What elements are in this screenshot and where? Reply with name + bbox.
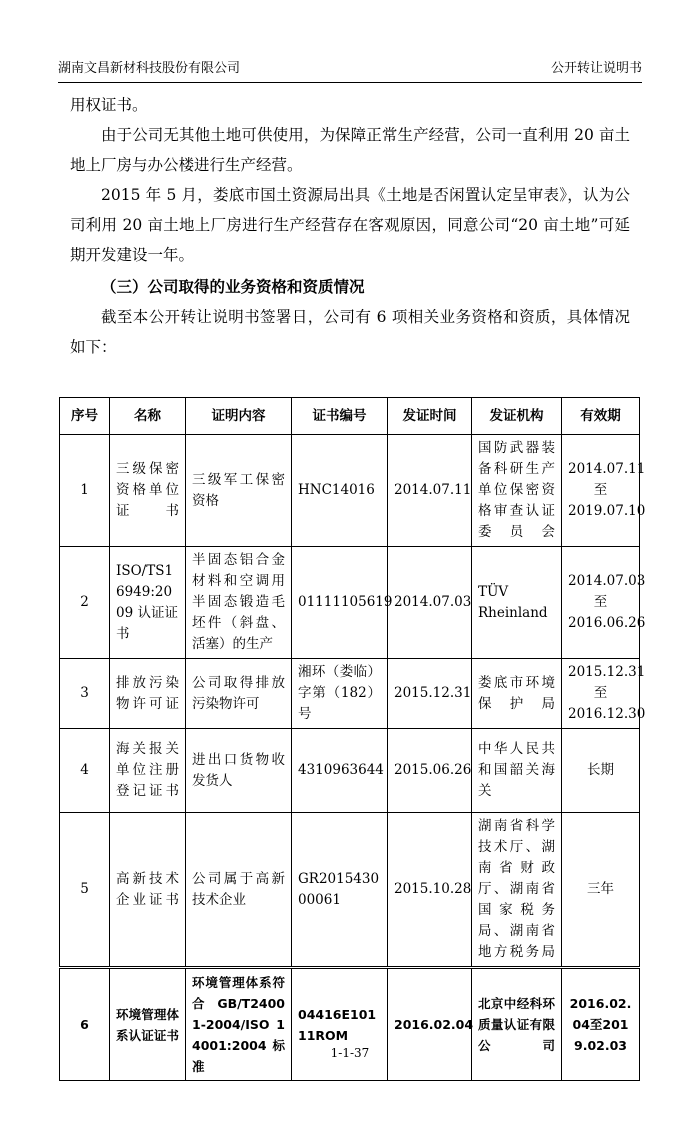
- header-company: 湖南文昌新材科技股份有限公司: [58, 61, 241, 76]
- cell-issue-date: 2014.07.03: [388, 547, 472, 659]
- cell-index: 4: [60, 729, 110, 813]
- cell-validity: 2015.12.31 至 2016.12.30: [562, 659, 640, 729]
- table-row: [60, 659, 640, 729]
- cell-issue-date: 2015.12.31: [388, 659, 472, 729]
- cell-content: 公司取得排放污染物许可: [186, 659, 292, 729]
- cell-validity: 2016.02.04至2019.02.03: [562, 968, 640, 1081]
- cell-issuer: 湖南省科学技术厅、湖南省财政厅、湖南省国家税务局、湖南省地方税务局: [472, 813, 562, 968]
- cell-issuer: TÜV Rheinland: [472, 547, 562, 659]
- cell-issuer: 中华人民共和国韶关海关: [472, 729, 562, 813]
- cell-name: 排放污染物许可证: [110, 659, 186, 729]
- cell-content: 环境管理体系符合 GB/T24001-2004/ISO 14001:2004标准: [186, 968, 292, 1081]
- cell-issue-date: 2015.10.28: [388, 813, 472, 968]
- paragraph-bureau-approval: 2015 年 5 月，娄底市国土资源局出具《土地是否闲置认定呈审表》，认为公司利用 20 亩土地上厂房进行生产经营存在客观原因，同意公司“20 亩土地”可延期开发建设一年。: [70, 186, 630, 264]
- table-header-row: [60, 398, 640, 435]
- cell-name: 高新技术企业证书: [110, 813, 186, 968]
- cell-issuer: 娄底市环境保护局: [472, 659, 562, 729]
- cell-name: ISO/TS16949:2009 认证证书: [110, 547, 186, 659]
- section-title: （三）公司取得的业务资格和资质情况: [101, 277, 365, 296]
- cell-name: 海关报关单位注册登记证书: [110, 729, 186, 813]
- cell-issuer: 北京中经科环质量认证有限公司: [472, 968, 562, 1081]
- header-issuer: 发证机构: [472, 398, 562, 435]
- cell-validity: 2014.07.03 至 2016.06.26: [562, 547, 640, 659]
- header-doc-title: 公开转让说明书: [550, 61, 642, 76]
- header-cert-number: 证书编号: [292, 398, 388, 435]
- table-row: [60, 435, 640, 547]
- header-name: 名称: [110, 398, 186, 435]
- main-content: [70, 90, 630, 362]
- cell-validity: 2014.07.11 至 2019.07.10: [562, 435, 640, 547]
- page-header: [58, 56, 642, 83]
- cell-issue-date: 2014.07.11: [388, 435, 472, 547]
- cell-index: 1: [60, 435, 110, 547]
- cell-cert-number: HNC14016: [292, 435, 388, 547]
- cell-content: 半固态铝合金材料和空调用半固态锻造毛坯件（斜盘、活塞）的生产: [186, 547, 292, 659]
- table-row: [60, 729, 640, 813]
- cell-content: 三级军工保密资格: [186, 435, 292, 547]
- cell-issue-date: 2015.06.26: [388, 729, 472, 813]
- cell-issue-date: 2016.02.04: [388, 968, 472, 1081]
- cell-cert-number: 4310963644: [292, 729, 388, 813]
- table-row: [60, 813, 640, 968]
- cell-validity: 三年: [562, 813, 640, 968]
- cell-cert-number: 湘环（娄临）字第（182）号: [292, 659, 388, 729]
- cell-content: 公司属于高新技术企业: [186, 813, 292, 968]
- cell-index: 6: [60, 968, 110, 1081]
- cell-name: 三级保密资格单位证书: [110, 435, 186, 547]
- cell-index: 2: [60, 547, 110, 659]
- table-row: [60, 547, 640, 659]
- header-validity: 有效期: [562, 398, 640, 435]
- cell-name: 环境管理体系认证证书: [110, 968, 186, 1081]
- paragraph-land-usage: 由于公司无其他土地可供使用，为保障正常生产经营，公司一直利用 20 亩土地上厂房与办公楼进行生产经营。: [70, 126, 630, 174]
- cell-content: 进出口货物收发货人: [186, 729, 292, 813]
- cell-index: 3: [60, 659, 110, 729]
- header-index: 序号: [60, 398, 110, 435]
- cell-index: 5: [60, 813, 110, 968]
- paragraph-qualifications-intro: 截至本公开转让说明书签署日，公司有 6 项相关业务资格和资质，具体情况如下：: [70, 308, 630, 356]
- qualifications-table: [59, 397, 646, 1081]
- header-content: 证明内容: [186, 398, 292, 435]
- paragraph-continued: 用权证书。: [70, 96, 148, 114]
- cell-validity: 长期: [562, 729, 640, 813]
- cell-cert-number: GR201543000061: [292, 813, 388, 968]
- page-number: 1-1-37: [330, 1046, 370, 1060]
- table-row: [60, 968, 640, 1081]
- cell-cert-number: 04416E10111ROM: [292, 968, 388, 1081]
- cell-issuer: 国防武器装备科研生产单位保密资格审查认证委员会: [472, 435, 562, 547]
- header-issue-date: 发证时间: [388, 398, 472, 435]
- cell-cert-number: 01111105619: [292, 547, 388, 659]
